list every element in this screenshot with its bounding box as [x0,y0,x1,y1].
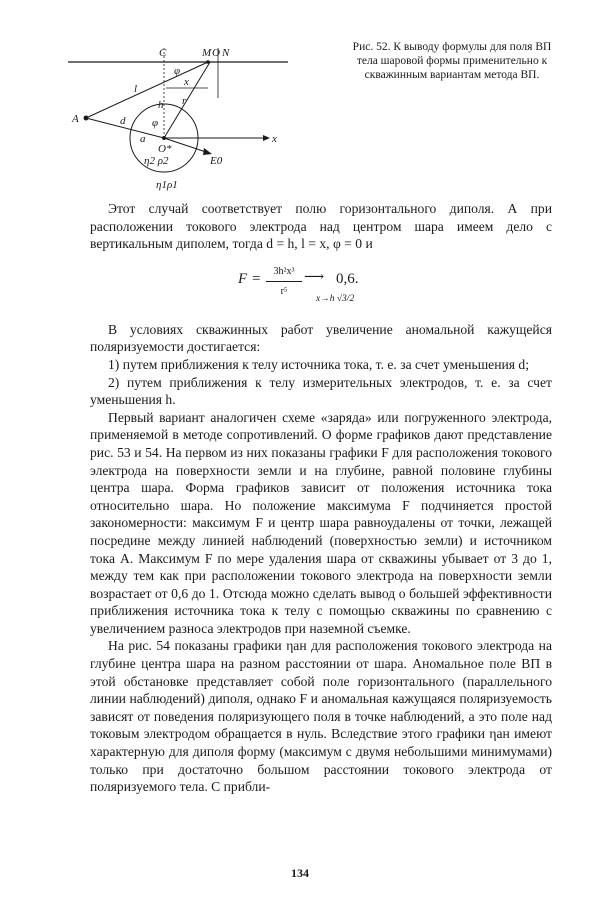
formula-limit: x→h √3/2 [316,293,355,304]
formula-arrow: ⟶ [304,269,325,285]
label-d: d [120,115,126,127]
list-item: 2) путем приближения к телу измерительных электродов, т. е. за счет уменьшения h. [90,374,552,408]
point-a [84,116,89,121]
body-text [90,200,552,796]
label-o: O [212,47,220,59]
figure-caption: Рис. 52. К выводу формулы для поля ВП тела шаровой формы применительно к скважинным вариантам метода ВП. [352,41,552,81]
label-eta2: η2 ρ2 [144,155,169,167]
ball-polarization-diagram [58,38,298,198]
label-e0: E0 [210,155,223,167]
label-eta1: η1ρ1 [156,179,178,191]
point-m [206,60,210,64]
center-point [162,136,166,140]
formula-numerator: 3h²x³ [266,263,302,283]
label-r: r [182,95,187,107]
list-item: 1) путем приближения к телу источника тока, т. е. за счет уменьшения d; [108,356,529,372]
label-a: A [72,113,79,125]
label-n: N [222,47,230,59]
label-l: l [134,83,138,95]
paragraph: На рис. 54 показаны графики ηан для расположения токового электрода на глубине центра шара на разном расстоянии от шара. Аномальное поле ВП в этой обстановке представляет собой поле горизонтального (параллельного линии наблюдений) диполя, однако F и аномальная кажущаяся поляризуемость зависят от поведения поляризующего поля в точке наблюдений, а это поле над токовым электродом обращается в нуль. Вследствие этого графики ηан имеют характерную для диполя форму (максимум с двумя небольшими минимумами) только при достаточно большом расстоянии токового электрода от поляризуемого тела. С прибли- [90,638,552,795]
paragraph: В условиях скважинных работ увеличение аномальной кажущейся поляризуемости достигается: [90,321,552,355]
formula-lhs: F [238,270,248,287]
line-a-m [86,62,208,118]
label-m: M [202,47,212,59]
page-number: 134 [291,866,309,880]
formula-fraction [266,263,302,301]
line-center-m [164,62,210,138]
e0-arrow [203,148,212,155]
formula-denominator: r⁵ [280,286,288,298]
paragraph: Этот случай соответствует полю горизонтального диполя. А при расположении токового электрода над центром шара имеем дело с вертикальным диполем, тогда d = h, l = x, φ = 0 и [90,201,552,252]
formula-value: 0,6. [336,270,359,287]
label-h: h [158,99,164,111]
formula-equals: = [252,270,261,287]
formula [90,259,552,315]
label-center: O* [158,143,172,155]
label-phi-mid: φ [152,117,159,129]
figure-52 [58,38,298,198]
x-axis-arrow [263,135,270,141]
paragraph: Первый вариант аналогичен схеме «заряда» или погруженного электрода, применяемой в методе сопротивлений. О форме графиков дают представление рис. 53 и 54. На первом из них показаны графики F для расположения токового электрода на поверхности земли и на глубине, равной половине глубины центра шара. Форма графиков зависит от положения источника тока относительно шара. Но положение максимума F подчиняется простой закономерности: максимум F и центр шара равноудалены от точки, лежащей посредине между линией наблюдений (поверхностью земли) и источником тока A. Максимум F по мере удаления шара от скважины убывает от 3 до 1, между тем как при расположении токового электрода на поверхности земли возрастает от 0,6 до 1. Отсюда можно сделать вывод о большей эффективности приближения источника тока к телу с помощью скважины по сравнению с увеличением разноса электродов при наземной съемке. [90,409,552,636]
label-a-radius: a [140,133,146,145]
label-x-axis: x [272,133,277,145]
label-phi-top: φ [174,65,181,77]
label-x-top: x [184,76,189,88]
label-c: C [159,47,167,59]
